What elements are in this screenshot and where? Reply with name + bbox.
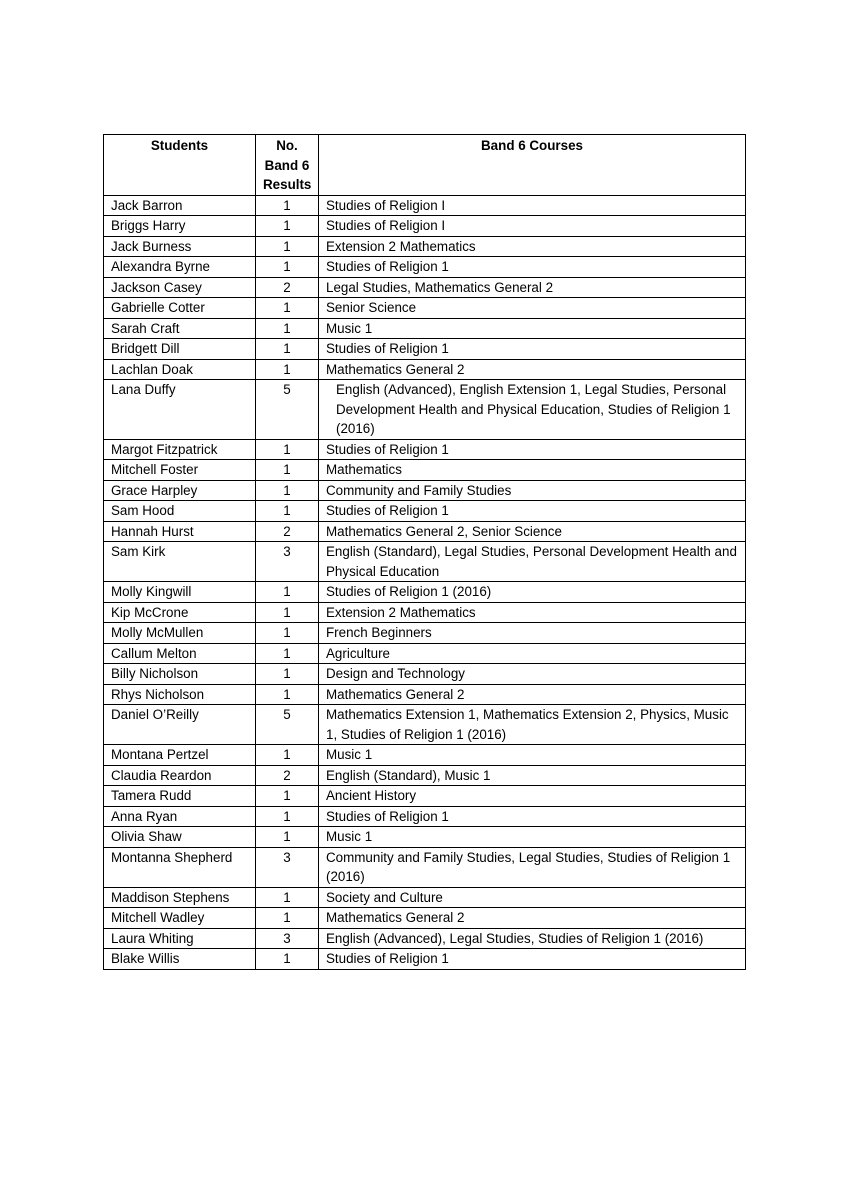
band6-count-cell: 1 bbox=[256, 298, 319, 319]
student-name-cell: Margot Fitzpatrick bbox=[104, 439, 256, 460]
band6-count-cell: 1 bbox=[256, 236, 319, 257]
table-row bbox=[104, 277, 746, 298]
band6-courses-cell: English (Standard), Music 1 bbox=[319, 765, 746, 786]
table-row bbox=[104, 582, 746, 603]
band6-courses-cell: Music 1 bbox=[319, 318, 746, 339]
band6-count-cell: 3 bbox=[256, 847, 319, 887]
band6-count-cell: 1 bbox=[256, 195, 319, 216]
band6-courses-cell: Studies of Religion I bbox=[319, 216, 746, 237]
band6-count-cell: 2 bbox=[256, 277, 319, 298]
table-row bbox=[104, 949, 746, 970]
band6-courses-cell: Mathematics General 2 bbox=[319, 359, 746, 380]
band6-count-cell: 1 bbox=[256, 582, 319, 603]
student-name-cell: Jackson Casey bbox=[104, 277, 256, 298]
student-name-cell: Molly Kingwill bbox=[104, 582, 256, 603]
table-row bbox=[104, 501, 746, 522]
table-row bbox=[104, 908, 746, 929]
band6-courses-cell: Studies of Religion 1 bbox=[319, 806, 746, 827]
table-row bbox=[104, 745, 746, 766]
table-header-row bbox=[104, 135, 746, 196]
band6-courses-cell: French Beginners bbox=[319, 623, 746, 644]
band6-count-cell: 1 bbox=[256, 806, 319, 827]
table-row bbox=[104, 887, 746, 908]
band6-count-cell: 1 bbox=[256, 643, 319, 664]
band6-courses-cell: Music 1 bbox=[319, 745, 746, 766]
student-name-cell: Sarah Craft bbox=[104, 318, 256, 339]
table-row bbox=[104, 542, 746, 582]
band6-count-cell: 5 bbox=[256, 705, 319, 745]
table-row bbox=[104, 216, 746, 237]
table-row bbox=[104, 521, 746, 542]
table-row bbox=[104, 318, 746, 339]
band6-count-cell: 3 bbox=[256, 542, 319, 582]
band6-count-cell: 1 bbox=[256, 827, 319, 848]
student-name-cell: Sam Hood bbox=[104, 501, 256, 522]
student-name-cell: Hannah Hurst bbox=[104, 521, 256, 542]
table-row bbox=[104, 847, 746, 887]
band6-courses-cell: Ancient History bbox=[319, 786, 746, 807]
band6-courses-cell: Mathematics bbox=[319, 460, 746, 481]
band6-results-table bbox=[103, 134, 746, 970]
band6-courses-cell: Community and Family Studies, Legal Studies, Studies of Religion 1 (2016) bbox=[319, 847, 746, 887]
student-name-cell: Mitchell Wadley bbox=[104, 908, 256, 929]
band6-courses-cell: Extension 2 Mathematics bbox=[319, 236, 746, 257]
student-name-cell: Claudia Reardon bbox=[104, 765, 256, 786]
table-row bbox=[104, 705, 746, 745]
band6-count-cell: 5 bbox=[256, 380, 319, 440]
table-row bbox=[104, 480, 746, 501]
table-row bbox=[104, 298, 746, 319]
band6-courses-cell: Studies of Religion 1 (2016) bbox=[319, 582, 746, 603]
band6-count-cell: 1 bbox=[256, 257, 319, 278]
band6-courses-cell: Mathematics General 2, Senior Science bbox=[319, 521, 746, 542]
student-name-cell: Molly McMullen bbox=[104, 623, 256, 644]
student-name-cell: Alexandra Byrne bbox=[104, 257, 256, 278]
student-name-cell: Anna Ryan bbox=[104, 806, 256, 827]
table-row bbox=[104, 439, 746, 460]
band6-count-cell: 1 bbox=[256, 359, 319, 380]
band6-courses-cell: Studies of Religion 1 bbox=[319, 949, 746, 970]
student-name-cell: Callum Melton bbox=[104, 643, 256, 664]
band6-courses-cell: Mathematics General 2 bbox=[319, 684, 746, 705]
band6-count-cell: 1 bbox=[256, 480, 319, 501]
table-row bbox=[104, 806, 746, 827]
table-row bbox=[104, 765, 746, 786]
student-name-cell: Lachlan Doak bbox=[104, 359, 256, 380]
band6-courses-cell: Legal Studies, Mathematics General 2 bbox=[319, 277, 746, 298]
header-band6-courses: Band 6 Courses bbox=[319, 135, 746, 196]
table-row bbox=[104, 786, 746, 807]
table-row bbox=[104, 602, 746, 623]
band6-count-cell: 2 bbox=[256, 765, 319, 786]
table-row bbox=[104, 664, 746, 685]
table-row bbox=[104, 339, 746, 360]
band6-count-cell: 1 bbox=[256, 949, 319, 970]
band6-courses-cell: Senior Science bbox=[319, 298, 746, 319]
band6-count-cell: 1 bbox=[256, 339, 319, 360]
table-row bbox=[104, 380, 746, 440]
header-students: Students bbox=[104, 135, 256, 196]
band6-courses-cell: Extension 2 Mathematics bbox=[319, 602, 746, 623]
band6-count-cell: 2 bbox=[256, 521, 319, 542]
band6-count-cell: 1 bbox=[256, 602, 319, 623]
table-row bbox=[104, 827, 746, 848]
student-name-cell: Daniel O’Reilly bbox=[104, 705, 256, 745]
student-name-cell: Laura Whiting bbox=[104, 928, 256, 949]
table-row bbox=[104, 236, 746, 257]
table-row bbox=[104, 684, 746, 705]
band6-count-cell: 1 bbox=[256, 908, 319, 929]
header-num-band6-results: No. Band 6 Results bbox=[256, 135, 319, 196]
band6-count-cell: 3 bbox=[256, 928, 319, 949]
student-name-cell: Tamera Rudd bbox=[104, 786, 256, 807]
band6-courses-cell: Society and Culture bbox=[319, 887, 746, 908]
band6-count-cell: 1 bbox=[256, 786, 319, 807]
student-name-cell: Olivia Shaw bbox=[104, 827, 256, 848]
band6-courses-cell: Studies of Religion 1 bbox=[319, 501, 746, 522]
band6-count-cell: 1 bbox=[256, 216, 319, 237]
student-name-cell: Lana Duffy bbox=[104, 380, 256, 440]
student-name-cell: Bridgett Dill bbox=[104, 339, 256, 360]
student-name-cell: Montanna Shepherd bbox=[104, 847, 256, 887]
band6-courses-cell: Studies of Religion I bbox=[319, 195, 746, 216]
band6-courses-cell: Mathematics Extension 1, Mathematics Extension 2, Physics, Music 1, Studies of Religion 1 (2016) bbox=[319, 705, 746, 745]
band6-courses-cell: English (Advanced), English Extension 1, Legal Studies, Personal Development Health and Physical Education, Studies of Religion 1 (2016) bbox=[319, 380, 746, 440]
student-name-cell: Blake Willis bbox=[104, 949, 256, 970]
student-name-cell: Grace Harpley bbox=[104, 480, 256, 501]
band6-courses-cell: Design and Technology bbox=[319, 664, 746, 685]
table-row bbox=[104, 460, 746, 481]
band6-count-cell: 1 bbox=[256, 664, 319, 685]
band6-count-cell: 1 bbox=[256, 684, 319, 705]
band6-courses-cell: English (Advanced), Legal Studies, Studies of Religion 1 (2016) bbox=[319, 928, 746, 949]
table-row bbox=[104, 643, 746, 664]
band6-courses-cell: Studies of Religion 1 bbox=[319, 439, 746, 460]
table-row bbox=[104, 195, 746, 216]
student-name-cell: Jack Burness bbox=[104, 236, 256, 257]
band6-count-cell: 1 bbox=[256, 439, 319, 460]
table-row bbox=[104, 623, 746, 644]
student-name-cell: Mitchell Foster bbox=[104, 460, 256, 481]
band6-count-cell: 1 bbox=[256, 501, 319, 522]
band6-courses-cell: Studies of Religion 1 bbox=[319, 257, 746, 278]
band6-count-cell: 1 bbox=[256, 318, 319, 339]
band6-courses-cell: Mathematics General 2 bbox=[319, 908, 746, 929]
band6-courses-cell: Community and Family Studies bbox=[319, 480, 746, 501]
student-name-cell: Gabrielle Cotter bbox=[104, 298, 256, 319]
student-name-cell: Briggs Harry bbox=[104, 216, 256, 237]
band6-courses-cell: Studies of Religion 1 bbox=[319, 339, 746, 360]
band6-courses-cell: English (Standard), Legal Studies, Personal Development Health and Physical Education bbox=[319, 542, 746, 582]
student-name-cell: Jack Barron bbox=[104, 195, 256, 216]
student-name-cell: Kip McCrone bbox=[104, 602, 256, 623]
student-name-cell: Billy Nicholson bbox=[104, 664, 256, 685]
band6-count-cell: 1 bbox=[256, 887, 319, 908]
table-row bbox=[104, 359, 746, 380]
table-row bbox=[104, 928, 746, 949]
band6-courses-cell: Agriculture bbox=[319, 643, 746, 664]
student-name-cell: Maddison Stephens bbox=[104, 887, 256, 908]
student-name-cell: Montana Pertzel bbox=[104, 745, 256, 766]
student-name-cell: Sam Kirk bbox=[104, 542, 256, 582]
band6-count-cell: 1 bbox=[256, 460, 319, 481]
band6-count-cell: 1 bbox=[256, 745, 319, 766]
table-body bbox=[104, 195, 746, 969]
student-name-cell: Rhys Nicholson bbox=[104, 684, 256, 705]
table-row bbox=[104, 257, 746, 278]
band6-count-cell: 1 bbox=[256, 623, 319, 644]
band6-courses-cell: Music 1 bbox=[319, 827, 746, 848]
